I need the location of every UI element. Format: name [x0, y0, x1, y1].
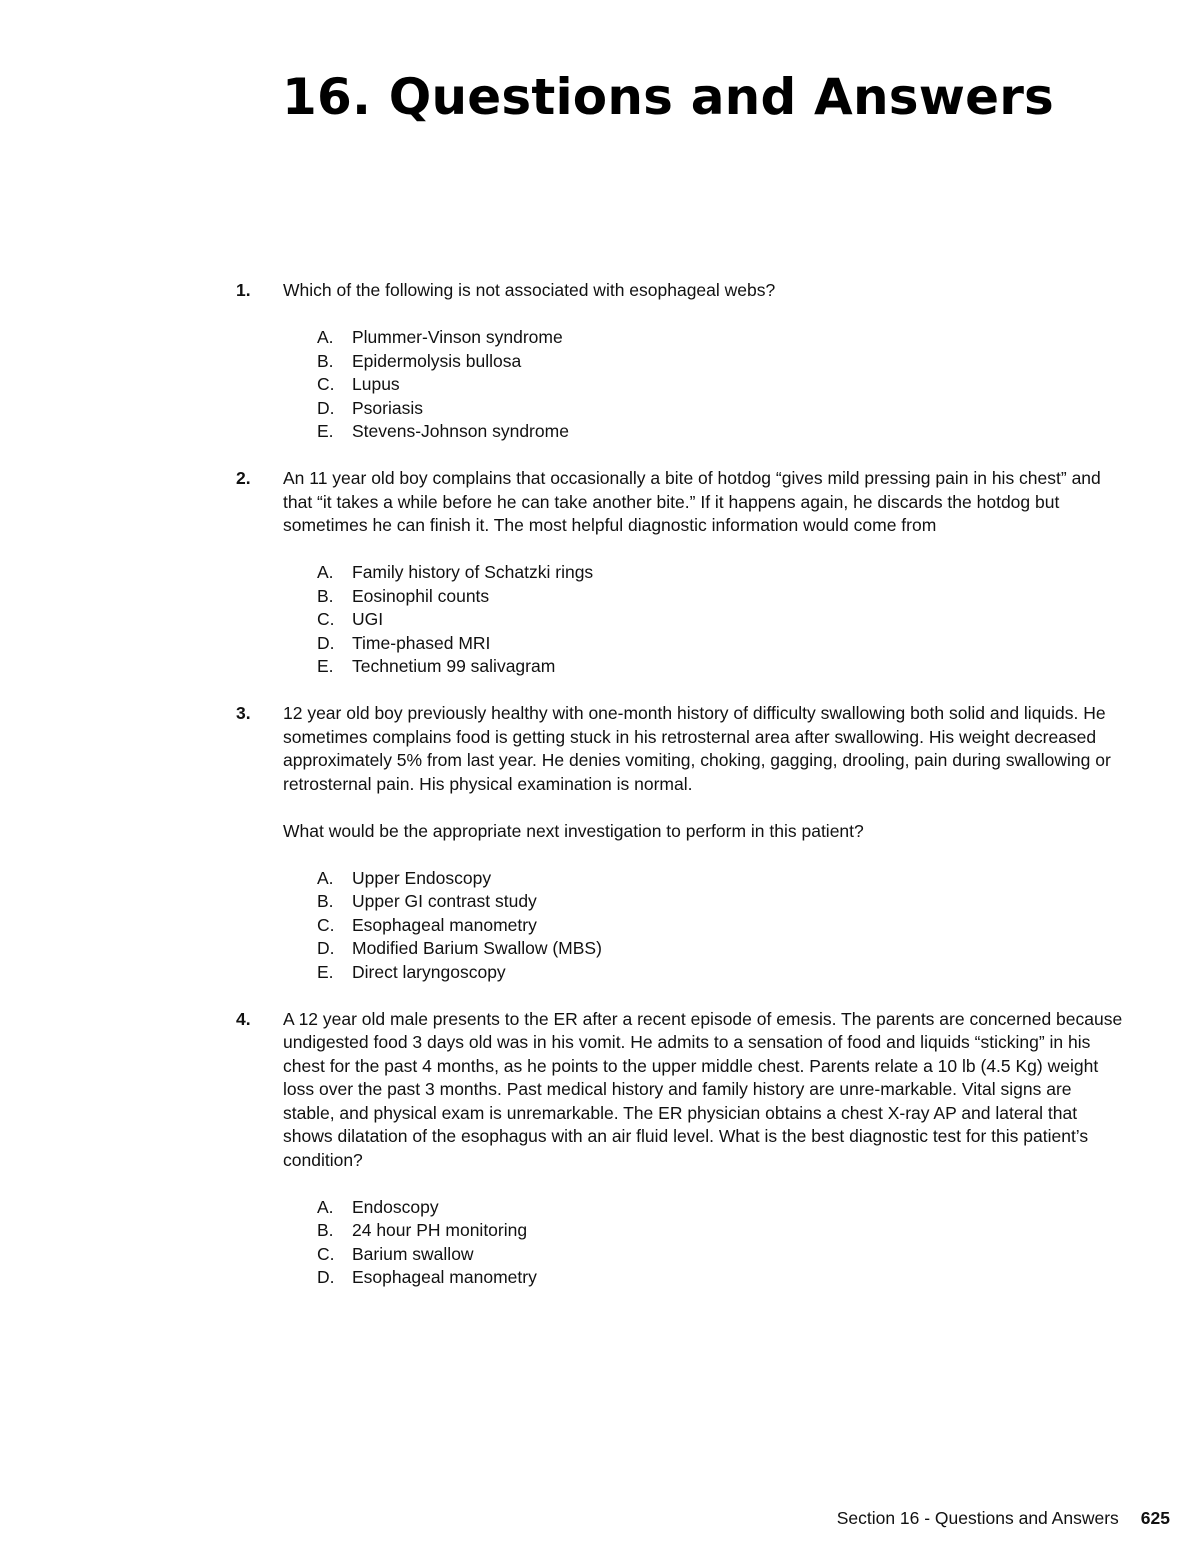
- footer-section-title: Section 16 - Questions and Answers: [836, 1508, 1119, 1528]
- option-text: Stevens-Johnson syndrome: [352, 421, 569, 441]
- spacer: [236, 444, 1126, 468]
- answer-option: [317, 937, 1126, 961]
- question-3: [236, 702, 1126, 984]
- question-text: An 11 year old boy complains that occasionally a bite of hotdog “gives mild pressing pain in his chest” and that “it takes a while before he can take another bite.” If it happens again, he discards the hotdog but sometimes he can finish it. The most helpful diagnostic information would come from: [283, 468, 1101, 535]
- answer-option: [317, 655, 1126, 679]
- answer-option: [317, 420, 1126, 444]
- spacer: [236, 984, 1126, 1008]
- option-letter: C.: [317, 374, 335, 394]
- answer-option: [317, 1196, 1126, 1220]
- option-text: Endoscopy: [352, 1196, 439, 1217]
- option-letter: C.: [317, 609, 335, 629]
- answer-option: [317, 890, 1126, 914]
- answer-option: [317, 326, 1126, 350]
- option-letter: A.: [317, 867, 334, 888]
- answer-option: [317, 561, 1126, 585]
- answer-option: [317, 585, 1126, 609]
- answer-options: [283, 561, 1126, 679]
- option-letter: D.: [317, 397, 335, 418]
- question-prompt: What would be the appropriate next investigation to perform in this patient?: [283, 820, 864, 841]
- option-text: Direct laryngoscopy: [352, 961, 506, 982]
- option-text: Time-phased MRI: [352, 632, 491, 653]
- question-1: [236, 279, 1126, 444]
- answer-option: [317, 961, 1126, 985]
- question-2: [236, 467, 1126, 679]
- option-text: Upper Endoscopy: [352, 867, 492, 888]
- option-text: Upper GI contrast study: [352, 891, 537, 911]
- option-letter: D.: [317, 938, 335, 958]
- question-number: 3.: [236, 703, 251, 723]
- page-footer: [837, 1506, 1170, 1530]
- answer-option: [317, 1219, 1126, 1243]
- option-letter: B.: [317, 350, 334, 371]
- option-text: Modified Barium Swallow (MBS): [352, 938, 602, 958]
- question-number: 2.: [236, 468, 251, 488]
- answer-option: [317, 397, 1126, 421]
- answer-option: [317, 632, 1126, 656]
- option-letter: A.: [317, 1196, 334, 1217]
- answer-option: [317, 608, 1126, 632]
- answer-options: [283, 867, 1126, 985]
- option-text: Esophageal manometry: [352, 1267, 537, 1287]
- option-text: 24 hour PH monitoring: [352, 1220, 528, 1240]
- answer-options: [283, 326, 1126, 444]
- answer-option: [317, 350, 1126, 374]
- answer-option: [317, 1266, 1126, 1290]
- option-letter: A.: [317, 562, 334, 582]
- question-text: Which of the following is not associated with esophageal webs?: [283, 280, 776, 300]
- option-letter: E.: [317, 961, 334, 982]
- question-number: 4.: [236, 1008, 251, 1029]
- option-text: Lupus: [352, 374, 400, 394]
- option-text: Barium swallow: [352, 1243, 474, 1264]
- option-letter: B.: [317, 891, 334, 911]
- option-letter: E.: [317, 656, 334, 676]
- question-text: A 12 year old male presents to the ER after a recent episode of emesis. The parents are concerned because undigested food 3 days old was in his vomit. He admits to a sensation of food and liquids “sticking” in his chest for the past 4 months, as he points to the upper middle chest. Parents relate a 10 lb (4.5 Kg) weight loss over the past 3 months. Past medical history and family history are unre-markable. Vital signs are stable, and physical exam is unremarkable. The ER physician obtains a chest X-ray AP and lateral that shows dilatation of the esophagus with an air fluid level. What is the best diagnostic test for this patient’s condition?: [283, 1008, 1123, 1170]
- option-letter: A.: [317, 327, 334, 347]
- option-letter: C.: [317, 1243, 335, 1264]
- option-letter: E.: [317, 421, 334, 441]
- question-list: [236, 279, 1126, 1290]
- question-text: 12 year old boy previously healthy with one-month history of difficulty swallowing both solid and liquids. He sometimes complains food is getting stuck in his retrosternal area after swallowing. His weight decreased approximately 5% from last year. He denies vomiting, choking, gagging, drooling, pain during swallowing or retrosternal pain. His physical examination is normal.: [283, 703, 1111, 794]
- answer-options: [283, 1196, 1126, 1290]
- answer-option: [317, 867, 1126, 891]
- option-letter: B.: [317, 585, 334, 606]
- option-letter: D.: [317, 1267, 335, 1287]
- page-number: 625: [1140, 1508, 1170, 1528]
- option-text: Esophageal manometry: [352, 914, 537, 935]
- option-letter: B.: [317, 1220, 334, 1240]
- answer-option: [317, 914, 1126, 938]
- option-text: Psoriasis: [352, 397, 423, 418]
- spacer: [236, 679, 1126, 703]
- question-number: 1.: [236, 280, 251, 300]
- option-text: Epidermolysis bullosa: [352, 350, 522, 371]
- option-letter: C.: [317, 914, 335, 935]
- option-text: Family history of Schatzki rings: [352, 562, 594, 582]
- option-text: UGI: [352, 609, 384, 629]
- option-letter: D.: [317, 632, 335, 653]
- answer-option: [317, 1243, 1126, 1267]
- page-title: 16. Questions and Answers: [282, 68, 1055, 126]
- option-text: Plummer-Vinson syndrome: [352, 327, 563, 347]
- option-text: Eosinophil counts: [352, 585, 490, 606]
- question-4: [236, 1008, 1126, 1290]
- answer-option: [317, 373, 1126, 397]
- option-text: Technetium 99 salivagram: [352, 656, 556, 676]
